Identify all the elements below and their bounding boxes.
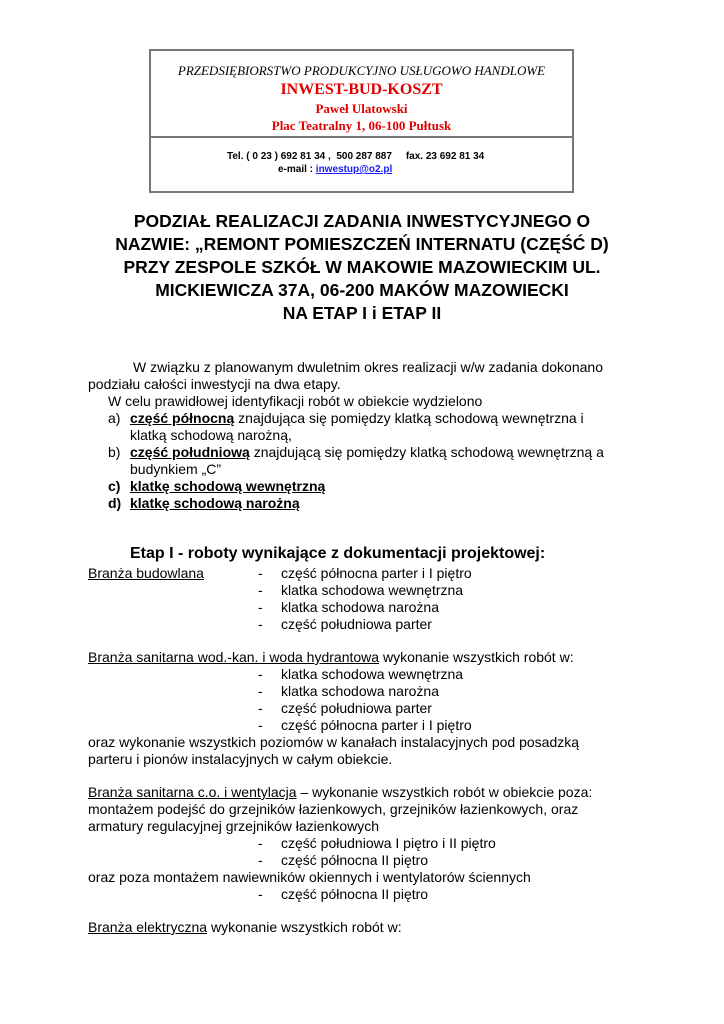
list-dash: - — [258, 700, 263, 716]
list-dash: - — [258, 666, 263, 682]
sanitarna-note-2: parteru i pionów instalacyjnych w całym obiekcie. — [88, 751, 393, 767]
co-line-3: armatury regulacyjnej grzejników łazienkowych — [88, 818, 380, 834]
company-name: INWEST-BUD-KOSZT — [280, 81, 443, 98]
section-elektryczna-desc: wykonanie wszystkich robót w: — [207, 919, 402, 935]
sanitarna-item: klatka schodowa narożna — [281, 683, 439, 699]
budowlana-item: część południowa parter — [281, 616, 432, 632]
section-elektryczna-label: Branża elektryczna — [88, 919, 208, 935]
letterhead-company-section — [151, 51, 572, 138]
email-link[interactable]: inwestup@o2.pl — [315, 164, 393, 175]
list-item-a — [130, 410, 584, 427]
co-line-2: montażem podejść do grzejników łazienkowych, grzejników łazienkowych, oraz — [88, 801, 579, 817]
list-marker-d: d) — [108, 495, 122, 511]
sanitarna-item: część południowa parter — [281, 700, 432, 716]
list-marker-c: c) — [108, 478, 121, 494]
section-budowlana-label: Branża budowlana — [88, 565, 204, 581]
list-dash: - — [258, 582, 263, 598]
document-title — [60, 210, 664, 325]
part-north-label: część północną — [130, 410, 235, 426]
company-address: Plac Teatralny 1, 06-100 Pułtusk — [271, 118, 452, 133]
email-label: e-mail : — [278, 164, 316, 175]
list-marker-a: a) — [108, 410, 121, 426]
section-sanitarna-line — [88, 649, 574, 666]
title-line: PODZIAŁ REALIZACJI ZADANIA INWESTYCYJNEGO O — [133, 211, 591, 231]
list-dash: - — [258, 599, 263, 615]
title-line: NAZWIE: „REMONT POMIESZCZEŃ INTERNATU (CZĘŚĆ D) — [115, 234, 609, 254]
list-item-b — [130, 444, 604, 461]
part-south-desc: znajdującą się pomiędzy klatką schodową wewnętrzną a — [249, 444, 604, 460]
title-line: PRZY ZESPOLE SZKÓŁ W MAKOWIE MAZOWIECKIM UL. — [123, 257, 601, 277]
list-dash: - — [258, 835, 263, 851]
section-co-line — [88, 784, 592, 801]
title-line: MICKIEWICZA 37A, 06-200 MAKÓW MAZOWIECKI — [155, 280, 569, 300]
list-dash: - — [258, 886, 263, 902]
intro-line-1: W związku z planowanym dwuletnim okres realizacji w/w zadania dokonano — [133, 359, 603, 375]
list-dash: - — [258, 565, 263, 581]
company-type: PRZEDSIĘBIORSTWO PRODUKCYJNO USŁUGOWO HANDLOWE — [177, 63, 546, 78]
sanitarna-item: klatka schodowa wewnętrzna — [281, 666, 464, 682]
part-south-label: część południową — [130, 444, 250, 460]
co-item: część północna II piętro — [281, 886, 429, 902]
co-item: część południowa I piętro i II piętro — [281, 835, 496, 851]
sanitarna-note-1: oraz wykonanie wszystkich poziomów w kanałach instalacyjnych pod posadzką — [88, 734, 580, 750]
intro-line-3: W celu prawidłowej identyfikacji robót w obiekcie wydzielono — [108, 393, 483, 409]
etap-1-heading: Etap I - roboty wynikające z dokumentacji projektowej: — [130, 545, 546, 562]
section-sanitarna-desc: wykonanie wszystkich robót w: — [379, 649, 574, 665]
list-item-d: klatkę schodową narożną — [130, 495, 300, 511]
list-item-c: klatkę schodową wewnętrzną — [130, 478, 326, 494]
company-owner: Paweł Ulatowski — [315, 101, 408, 116]
intro-line-2: podziału całości inwestycji na dwa etapy. — [88, 376, 341, 392]
list-item-a-cont: klatką schodową narożną, — [130, 427, 292, 443]
list-dash: - — [258, 683, 263, 699]
list-dash: - — [258, 717, 263, 733]
list-marker-b: b) — [108, 444, 121, 460]
sanitarna-item: część północna parter i I piętro — [281, 717, 472, 733]
budowlana-item: klatka schodowa wewnętrzna — [281, 582, 464, 598]
co-item: część północna II piętro — [281, 852, 429, 868]
section-co-label: Branża sanitarna c.o. i wentylacja — [88, 784, 297, 800]
contact-email-line — [278, 164, 392, 175]
section-sanitarna-label: Branża sanitarna wod.-kan. i woda hydrantowa — [88, 649, 380, 665]
budowlana-item: klatka schodowa narożna — [281, 599, 439, 615]
title-line: NA ETAP I i ETAP II — [282, 303, 442, 323]
contact-phone: Tel. ( 0 23 ) 692 81 34 , 500 287 887 fax. 23 692 81 34 — [227, 151, 485, 162]
co-note: oraz poza montażem nawiewników okiennych i wentylatorów ściennych — [88, 869, 531, 885]
section-elektryczna-line — [88, 919, 402, 936]
budowlana-item: część północna parter i I piętro — [281, 565, 472, 581]
list-dash: - — [258, 616, 263, 632]
part-north-desc: znajdująca się pomiędzy klatką schodową wewnętrzna i — [234, 410, 584, 426]
letterhead-box — [149, 49, 574, 193]
list-dash: - — [258, 852, 263, 868]
list-item-b-cont: budynkiem „C” — [130, 461, 222, 477]
section-co-desc: – wykonanie wszystkich robót w obiekcie poza: — [296, 784, 593, 800]
